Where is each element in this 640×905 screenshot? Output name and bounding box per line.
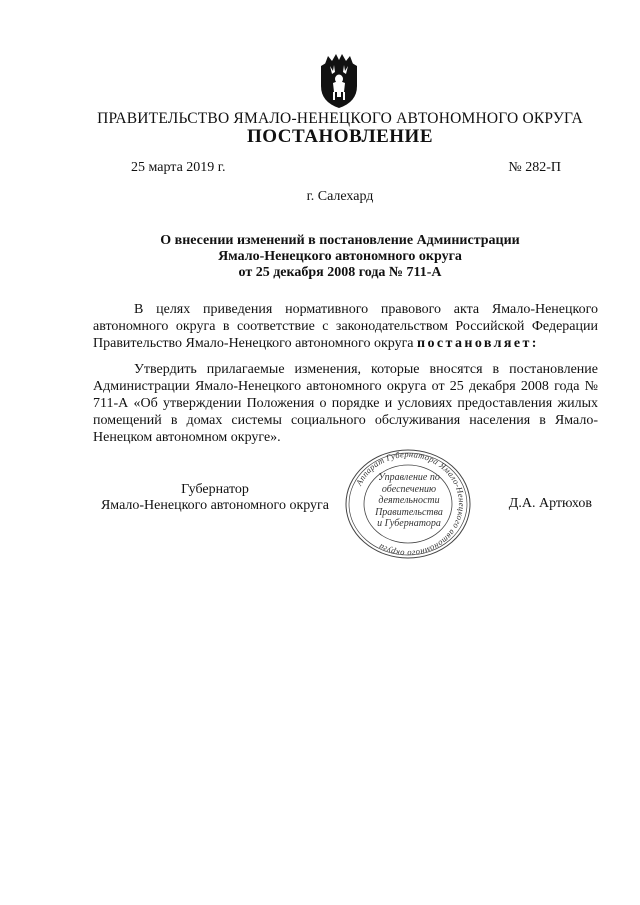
stamp-center-text xyxy=(366,472,452,530)
subject-line-2: Ямало-Ненецкого автономного округа xyxy=(218,249,462,264)
preamble-text: В целях приведения нормативного правового акта Ямало-Ненецкого автономного округа в соответствие с законодательством Российской Федерации Правительство Ямало-Ненецкого автономного округа xyxy=(93,302,598,351)
resolution-text: Утвердить прилагаемые изменения, которые вносятся в постановление Администрации Ямало-Ненецкого автономного округа от 25 декабря 2008 года № 711-А «Об утверждении Положения о порядке и условиях предоставления жилых помещений в домах системы социального обслуживания населения в Ямало-Ненецком автономном округе». xyxy=(93,362,598,445)
signatory-title-line-1: Губернатор xyxy=(181,482,249,497)
stamp-ring-text: Аппарат Губернатора Ямало-Ненецкого автономного округа xyxy=(353,448,468,560)
decree-word: постановляет: xyxy=(417,336,539,351)
stamp-line-4: Правительства xyxy=(375,506,443,518)
document-subject xyxy=(90,233,590,281)
paragraph-preamble xyxy=(93,301,598,352)
signatory-title-line-2: Ямало-Ненецкого автономного округа xyxy=(100,498,330,513)
subject-line-3: от 25 декабря 2008 года № 711-А xyxy=(238,265,442,280)
signatory-name: Д.А. Артюхов xyxy=(508,496,592,511)
stamp-line-5: и Губернатора xyxy=(377,518,441,529)
paragraph-resolution xyxy=(93,361,598,446)
stamp-line-3: деятельности xyxy=(378,495,440,506)
signatory-title xyxy=(90,482,340,514)
document-date: 25 марта 2019 г. xyxy=(131,160,226,175)
document-number: № 282-П xyxy=(508,160,561,175)
document-type: ПОСТАНОВЛЕНИЕ xyxy=(246,126,434,147)
coat-of-arms-icon xyxy=(316,52,362,110)
government-name: ПРАВИТЕЛЬСТВО ЯМАЛО-НЕНЕЦКОГО АВТОНОМНОГО ОКРУГА xyxy=(97,110,583,127)
stamp-line-1: Управление по xyxy=(378,472,440,483)
subject-line-1: О внесении изменений в постановление Администрации xyxy=(160,233,520,248)
stamp-line-2: обеспечению xyxy=(381,483,437,495)
document-city: г. Салехард xyxy=(306,189,374,204)
